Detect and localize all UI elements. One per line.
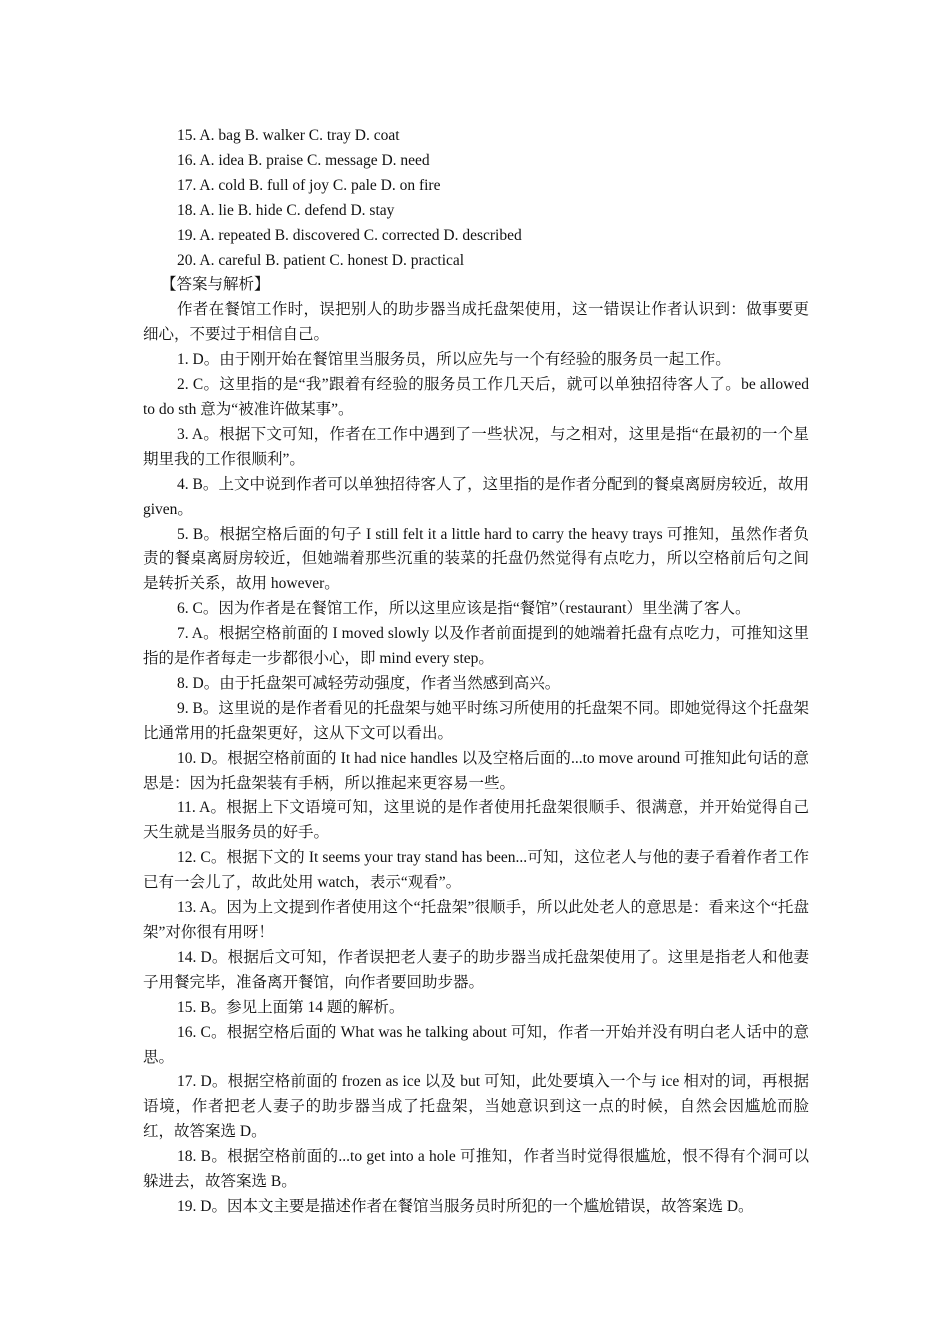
explanation-item: 18. B。根据空格前面的...to get into a hole 可推知，作者当时觉得很尴尬，恨不得有个洞可以躲进去，故答案选 B。 (143, 1148, 809, 1191)
explanation-item: 16. C。根据空格后面的 What was he talking about 可知，作者一开始并没有明白老人话中的意思。 (143, 1023, 809, 1066)
explanation-item: 17. D。根据空格前面的 frozen as ice 以及 but 可知，此处要填入一个与 ice 相对的词，再根据语境，作者把老人妻子的助步器当成了托盘架，当她意识到这一点的时候，自然会因尴尬而脸红，故答案选 D。 (143, 1073, 809, 1141)
explanation-item: 1. D。由于刚开始在餐馆里当服务员，所以应先与一个有经验的服务员一起工作。 (177, 351, 731, 369)
option-line: 15. A. bag B. walker C. tray D. coat (177, 127, 400, 144)
explanation-item: 19. D。因本文主要是描述作者在餐馆当服务员时所犯的一个尴尬错误，故答案选 D。 (177, 1197, 754, 1215)
explanation-item: 7. A。根据空格前面的 I moved slowly 以及作者前面提到的她端着托盘有点吃力，可推知这里指的是作者每走一步都很小心，即 mind every step。 (143, 625, 809, 668)
explanation-item: 9. B。这里说的是作者看见的托盘架与她平时练习所使用的托盘架不同。即她觉得这个托盘架比通常用的托盘架更好，这从下文可以看出。 (143, 699, 809, 742)
explanation-item: 14. D。根据后文可知，作者误把老人妻子的助步器当成托盘架使用了。这里是指老人和他妻子用餐完毕，准备离开餐馆，向作者要回助步器。 (143, 948, 809, 991)
summary-paragraph: 作者在餐馆工作时，误把别人的助步器当成托盘架使用，这一错误让作者认识到：做事要更细心，不要过于相信自己。 (143, 301, 809, 344)
explanation-item: 4. B。上文中说到作者可以单独招待客人了，这里指的是作者分配到的餐桌离厨房较近，故用 given。 (143, 475, 809, 518)
option-line: 16. A. idea B. praise C. message D. need (177, 151, 430, 169)
explanation-item: 5. B。根据空格后面的句子 I still felt it a little hard to carry the heavy trays 可推知，虽然作者负责的餐桌离厨房较近，但她端着那些沉重的装菜的托盘仍然觉得有点吃力，所以空格前后句之间是转折关系，故用 however。 (143, 525, 809, 593)
explanation-item: 6. C。因为作者是在餐馆工作，所以这里应该是指“餐馆”（restaurant）里坐满了客人。 (177, 600, 751, 618)
explanation-item: 15. B。参见上面第 14 题的解析。 (177, 998, 405, 1016)
answer-heading: 【答案与解析】 (161, 276, 270, 294)
option-line: 20. A. careful B. patient C. honest D. practical (177, 251, 465, 269)
explanation-item: 12. C。根据下文的 It seems your tray stand has been...可知，这位老人与他的妻子看着作者工作已有一会儿了，故此处用 watch，表示“观看”。 (143, 849, 809, 892)
explanation-item: 3. A。根据下文可知，作者在工作中遇到了一些状况，与之相对，这里是指“在最初的一个星期里我的工作很顺利”。 (143, 425, 809, 468)
explanation-item: 10. D。根据空格前面的 It had nice handles 以及空格后面的...to move around 可推知此句话的意思是：因为托盘架装有手柄，所以推起来更容易一些。 (143, 749, 809, 792)
option-line: 17. A. cold B. full of joy C. pale D. on fire (177, 176, 441, 194)
explanation-item: 8. D。由于托盘架可减轻劳动强度，作者当然感到高兴。 (177, 674, 561, 692)
options-list (143, 124, 809, 273)
explanation-item: 13. A。因为上文提到作者使用这个“托盘架”很顺手，所以此处老人的意思是：看来这个“托盘架”对你很有用呀！ (143, 899, 809, 941)
explanation-item: 11. A。根据上下文语境可知，这里说的是作者使用托盘架很顺手、很满意，并开始觉得自己天生就是当服务员的好手。 (143, 799, 809, 842)
document-page (143, 124, 809, 1220)
explanation-item: 2. C。这里指的是“我”跟着有经验的服务员工作几天后，就可以单独招待客人了。be allowed to do sth 意为“被准许做某事”。 (143, 376, 809, 418)
explanations-list (143, 348, 809, 1220)
option-line: 19. A. repeated B. discovered C. corrected D. described (177, 226, 522, 244)
option-line: 18. A. lie B. hide C. defend D. stay (177, 201, 395, 219)
